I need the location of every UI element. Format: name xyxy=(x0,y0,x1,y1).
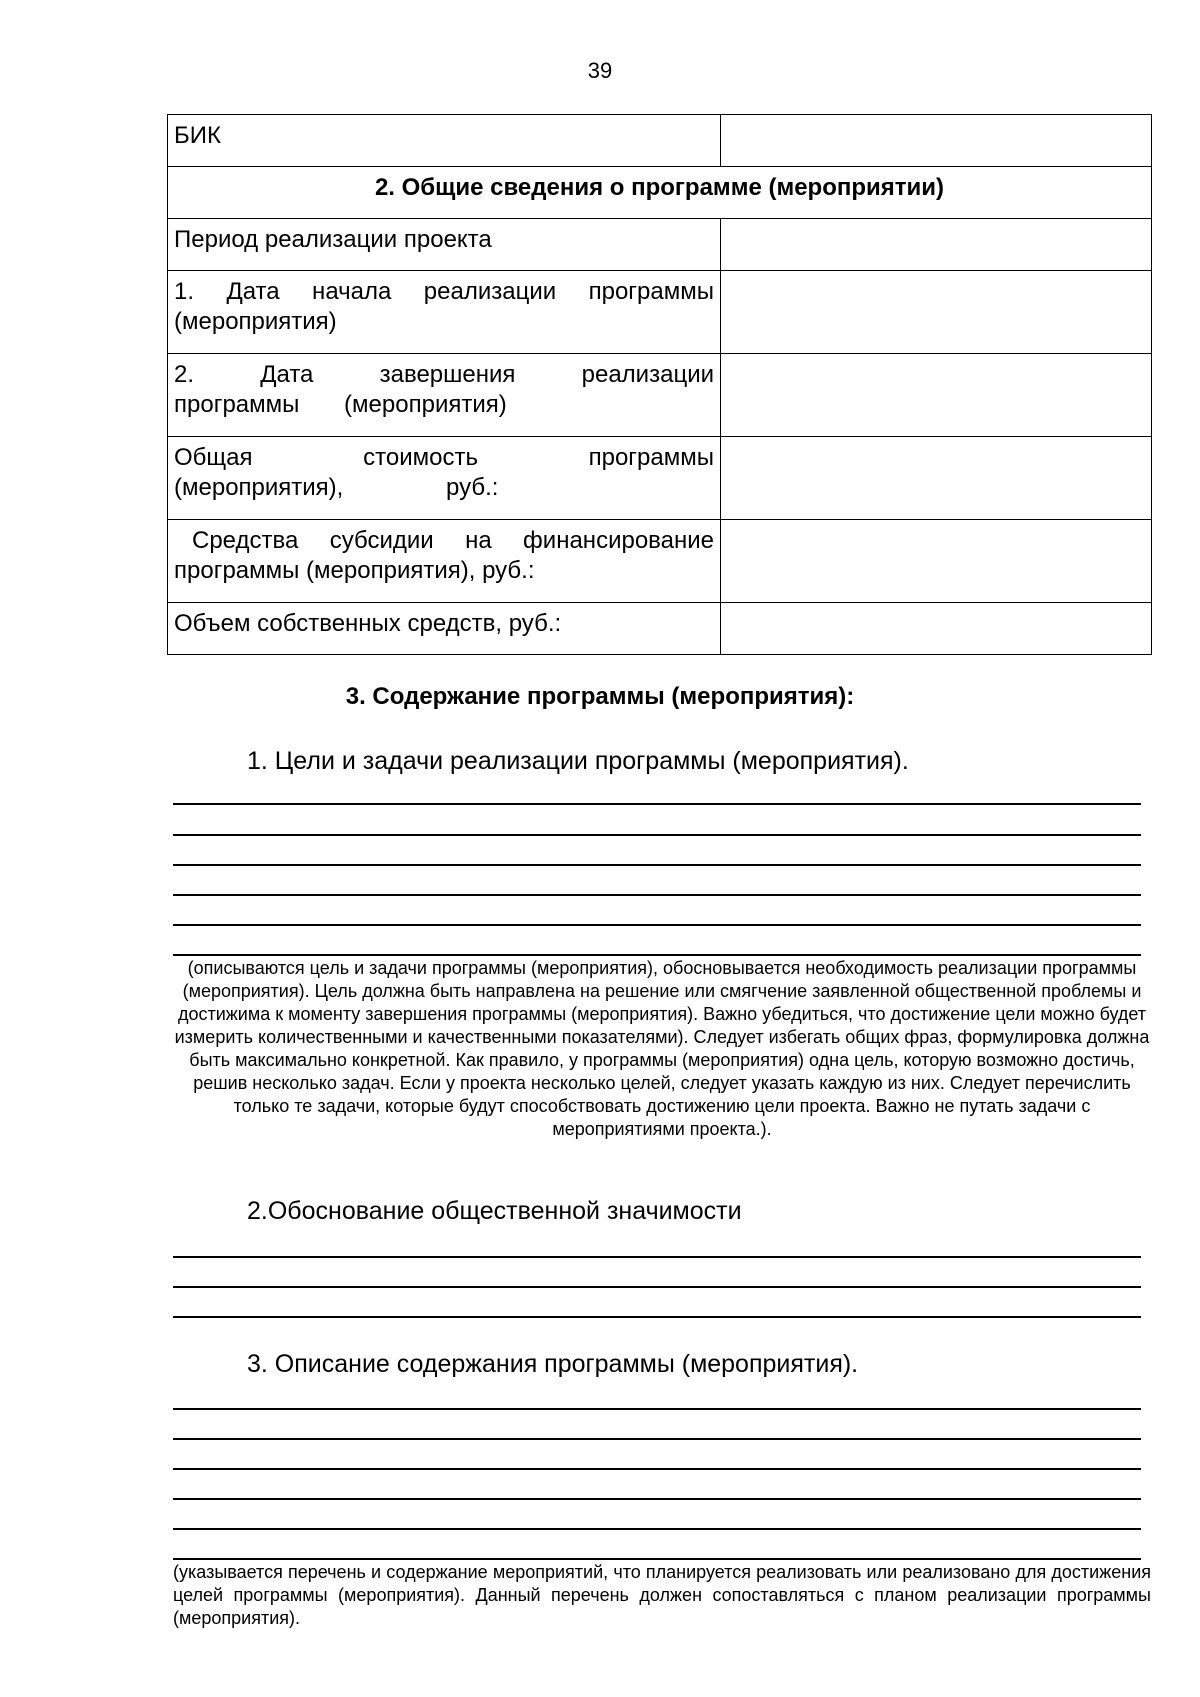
table-row xyxy=(168,167,1152,219)
fill-line xyxy=(173,1498,1141,1500)
table-row xyxy=(168,520,1152,603)
row-value xyxy=(721,520,1152,603)
row-label: 1. Дата начала реализации программы (мероприятия) xyxy=(168,271,721,354)
item1-note: (описываются цель и задачи программы (мероприятия), обосновывается необходимость реализации программы (мероприятия). Цель должна быть направлена на решение или смягчение заявленной общественной проблемы и достижима к моменту завершения программы (мероприятия). Важно убедиться, что достижение цели можно будет измерить количественными и качественными показателями). Следует избегать общих фраз, формулировка должна быть максимально конкретной. Как правило, у программы (мероприятия) одна цель, которую возможно достичь, решив несколько задач. Если у проекта несколько целей, следует указать каждую из них. Следует перечислить только те задачи, которые будут способствовать достижению цели проекта. Важно не путать задачи с мероприятиями проекта.). xyxy=(174,958,1150,1139)
item3-heading: 3. Описание содержания программы (мероприятия). xyxy=(247,1350,859,1378)
row-value xyxy=(721,354,1152,437)
table-row xyxy=(168,219,1152,271)
fill-line xyxy=(173,1438,1141,1440)
row-value xyxy=(721,271,1152,354)
fill-line xyxy=(173,894,1141,896)
fill-line xyxy=(173,924,1141,926)
fill-line xyxy=(173,1286,1141,1288)
fill-line xyxy=(173,834,1141,836)
item2-heading: 2.Обоснование общественной значимости xyxy=(247,1197,742,1225)
fill-line xyxy=(173,803,1141,805)
row-label: Общая стоимость программы (мероприятия), руб.: xyxy=(168,437,721,520)
fill-line xyxy=(173,1316,1141,1318)
row-label: Объем собственных средств, руб.: xyxy=(168,603,721,655)
bik-label: БИК xyxy=(168,115,721,167)
item1-heading: 1. Цели и задачи реализации программы (мероприятия). xyxy=(247,747,909,775)
row-label: 2. Дата завершения реализации программы (мероприятия) xyxy=(168,354,721,437)
section2-title: 2. Общие сведения о программе (мероприятии) xyxy=(168,167,1152,219)
table-row xyxy=(168,115,1152,167)
fill-line xyxy=(173,864,1141,866)
row-value xyxy=(721,603,1152,655)
table-row xyxy=(168,603,1152,655)
row-value xyxy=(721,219,1152,271)
fill-line xyxy=(173,1408,1141,1410)
row-label: Средства субсидии на финансирование программы (мероприятия), руб.: xyxy=(168,520,721,603)
row-value xyxy=(721,437,1152,520)
item3-note: (указывается перечень и содержание мероприятий, что планируется реализовать или реализовано для достижения целей программы (мероприятия). Данный перечень должен сопоставляться с планом реализации программы (мероприятия). xyxy=(173,1562,1151,1628)
table-row xyxy=(168,437,1152,520)
fill-line xyxy=(173,1528,1141,1530)
row-label: Период реализации проекта xyxy=(168,219,721,271)
fill-line xyxy=(173,954,1141,956)
table-row xyxy=(168,271,1152,354)
page-number: 39 xyxy=(587,58,613,83)
section3-title: 3. Содержание программы (мероприятия): xyxy=(345,683,855,710)
fill-line xyxy=(173,1558,1141,1560)
bik-value xyxy=(721,115,1152,167)
program-info-table xyxy=(167,114,1152,655)
fill-line xyxy=(173,1468,1141,1470)
table-row xyxy=(168,354,1152,437)
fill-line xyxy=(173,1256,1141,1258)
